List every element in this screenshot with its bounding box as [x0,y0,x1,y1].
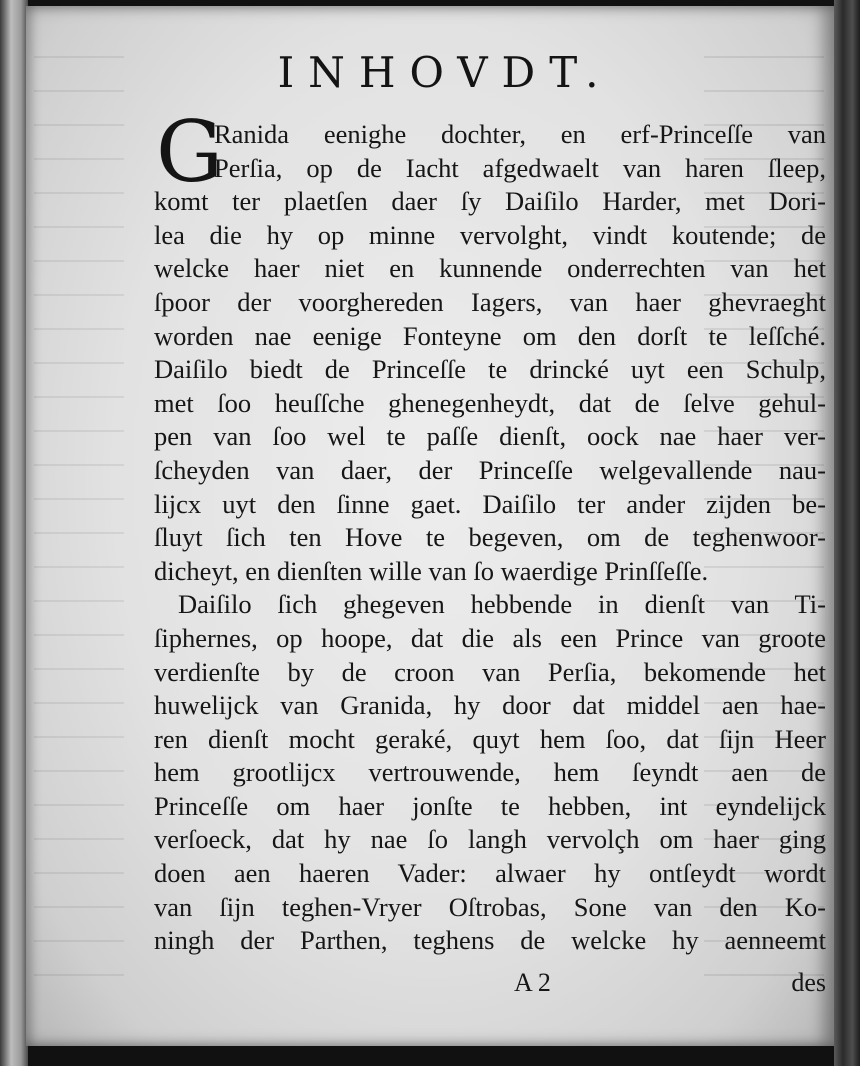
body-text [154,118,826,958]
text-line: komt ter plaetſen daer ſy Daiſilo Harder, met Dori- [154,186,826,217]
text-line: hem grootlijcx vertrouwende, hem ſeyndt aen de [154,757,826,788]
text-line: ſcheyden van daer, der Princeſſe welgevallende nau- [154,454,826,485]
ink-bleed-through-left [34,56,124,996]
text-line: ſpoor der voorghereden Iagers, van haer ghevraeght [154,286,826,317]
text-line: van ſijn teghen-Vryer Oſtrobas, Sone van den Ko- [154,891,826,922]
page-footer [154,968,826,1002]
book-page [26,6,834,1046]
text-line: ningh der Parthen, teghens de welcke hy aenneemt [154,925,826,956]
text-line: ſiphernes, op hoope, dat die als een Prince van groote [154,622,826,653]
text-line: welcke haer niet en kunnende onderrechten van het [154,253,826,284]
text-line: ren dienſt mocht geraké, quyt hem ſoo, dat ſijn Heer [154,723,826,754]
text-line: verſoeck, dat hy nae ſo langh vervolçh om haer ging [154,824,826,855]
book-gutter-edge [834,0,860,1066]
drop-cap: G [156,103,224,201]
text-line: huwelijck van Granida, hy door dat middel aen hae- [154,690,826,721]
signature-mark: A 2 [514,968,551,997]
catchword: des [791,968,826,997]
text-line: lea die hy op minne vervolght, vindt koutende; de [154,219,826,250]
text-line: Princeſſe om haer jonſte te hebben, int eyndelijck [154,790,826,821]
text-line: verdienſte by de croon van Perſia, bekomende het [154,656,826,687]
text-line: Perſia, op de Iacht afgedwaelt van haren ſleep, [214,152,826,183]
facing-page-edge [0,0,28,1066]
text-line: lijcx uyt den ſinne gaet. Daiſilo ter ander zijden be- [154,488,826,519]
page-title: INHOVDT. [277,48,613,97]
text-line: Daiſilo biedt de Princeſſe te drincké uyt een Schulp, [154,354,826,385]
text-line: Ranida eenighe dochter, en erf-Princeſſe van [214,119,826,149]
text-line: pen van ſoo wel te paſſe dienſt, oock nae haer ver- [154,421,826,452]
text-line: worden nae eenige Fonteyne om den dorſt te leſſché. [154,320,826,351]
text-line: met ſoo heuſſche ghenegenheydt, dat de ſelve gehul- [154,387,826,418]
text-line: ſluyt ſich ten Hove te begeven, om de teghenwoor- [154,522,826,553]
text-line: Daiſilo ſich ghegeven hebbende in dienſt van Ti- [178,589,826,620]
text-line: dicheyt, en dienſten wille van ſo waerdige Prinſſeſſe. [154,555,709,586]
text-line: doen aen haeren Vader: alwaer hy ontſeydt wordt [154,858,826,889]
